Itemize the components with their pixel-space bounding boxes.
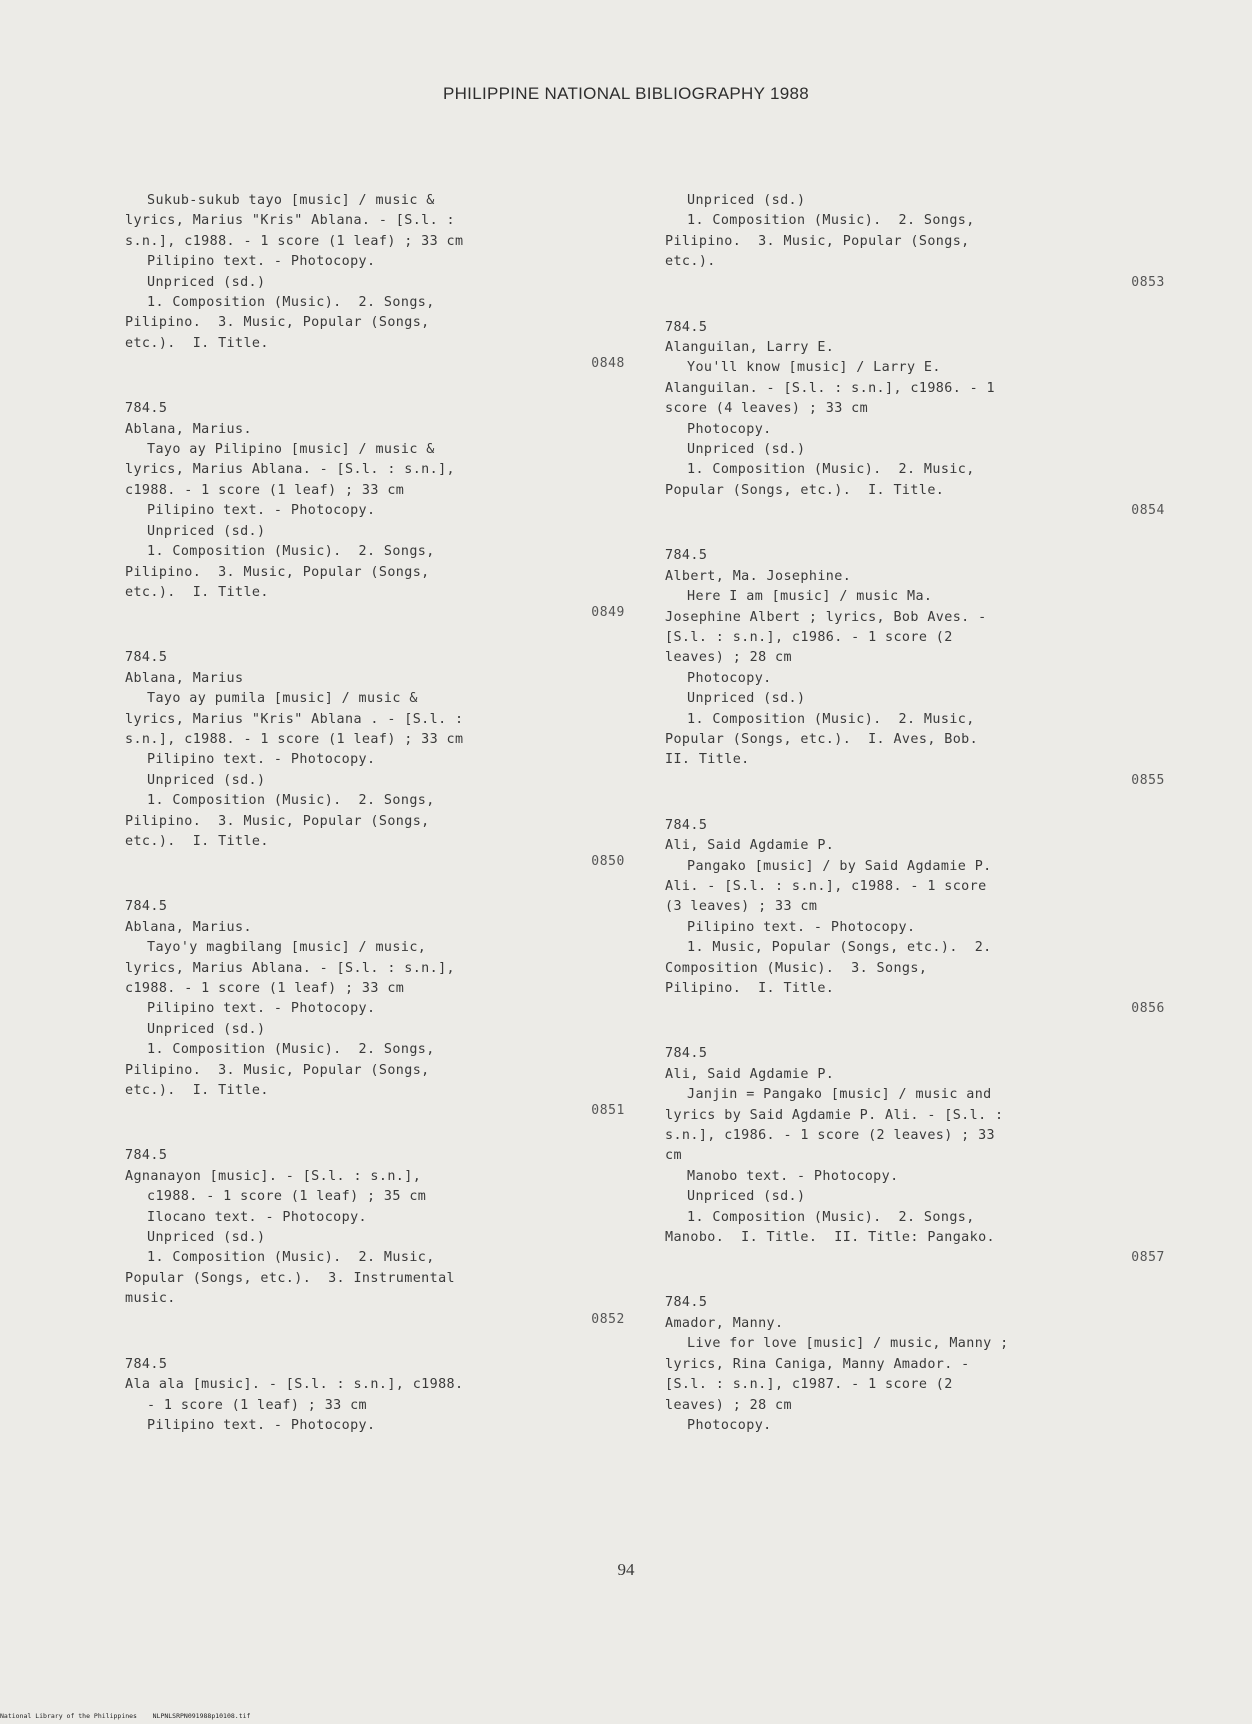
entry-line: 784.5	[125, 1148, 168, 1164]
entry-line: Pilipino. 3. Music, Popular (Songs,	[125, 564, 430, 580]
entry-line: s.n.], c1986. - 1 score (2 leaves) ; 33	[665, 1128, 996, 1144]
page-number: 94	[617, 1560, 635, 1579]
entry-line: Popular (Songs, etc.). 3. Instrumental	[125, 1270, 456, 1286]
entry-line: lyrics, Marius Ablana. - [S.l. : s.n.],	[125, 960, 456, 976]
left-column	[125, 191, 625, 1461]
entry-line: Pilipino. I. Title.	[665, 981, 835, 996]
entry-line: Live for love [music] / music, Manny ;	[687, 1336, 1009, 1352]
entry-line: 1. Composition (Music). 2. Songs,	[147, 544, 435, 560]
entry-number: 0857	[1131, 1250, 1165, 1266]
bibliography-entry	[665, 1044, 1165, 1268]
entry-line: Agnanayon [music]. - [S.l. : s.n.],	[125, 1168, 422, 1184]
entry-line: lyrics, Marius "Kris" Ablana . - [S.l. :	[125, 711, 464, 727]
entry-line: Sukub-sukub tayo [music] / music &	[147, 193, 435, 208]
entry-line: c1988. - 1 score (1 leaf) ; 33 cm	[125, 981, 405, 996]
entry-line: c1988. - 1 score (1 leaf) ; 35 cm	[147, 1189, 427, 1205]
entry-line: Pilipino text. - Photocopy.	[147, 503, 376, 519]
bibliography-entry	[665, 318, 1165, 522]
entry-line: Unpriced (sd.)	[687, 442, 806, 458]
bibliography-entry	[125, 648, 625, 872]
entry-number: 0856	[1131, 1001, 1165, 1017]
entry-line: Pilipino text. - Photocopy.	[687, 919, 916, 935]
entry-line: Photocopy.	[687, 670, 772, 686]
entry-line: Unpriced (sd.)	[147, 523, 266, 539]
entry-line: Pangako [music] / by Said Agdamie P.	[687, 858, 992, 874]
entry-line: (3 leaves) ; 33 cm	[665, 899, 818, 915]
entry-line: c1988. - 1 score (1 leaf) ; 33 cm	[125, 482, 405, 498]
entry-line: etc.). I. Title.	[125, 833, 269, 849]
entry-line: Unpriced (sd.)	[147, 274, 266, 290]
entry-number: 0849	[591, 605, 625, 621]
entry-line: 784.5	[665, 1295, 708, 1311]
entry-number: 0851	[591, 1103, 625, 1119]
entry-line: 784.5	[125, 899, 168, 915]
entry-line: etc.). I. Title.	[125, 335, 269, 351]
entry-line: Pilipino text. - Photocopy.	[147, 1417, 376, 1433]
entry-line: 1. Composition (Music). 2. Songs,	[687, 213, 975, 229]
entry-line: Pilipino. 3. Music, Popular (Songs,	[125, 813, 430, 829]
entry-line: Pilipino. 3. Music, Popular (Songs,	[125, 315, 430, 331]
entry-line: leaves) ; 28 cm	[665, 1397, 792, 1413]
entry-number: 0850	[591, 854, 625, 870]
entry-line: Pilipino text. - Photocopy.	[147, 1001, 376, 1017]
entry-line: Unpriced (sd.)	[147, 1021, 266, 1037]
entry-line: 784.5	[665, 548, 708, 564]
entry-line: Unpriced (sd.)	[687, 1189, 806, 1205]
entry-line: Unpriced (sd.)	[687, 691, 806, 707]
entry-line: Unpriced (sd.)	[147, 1230, 266, 1246]
entry-line: 784.5	[125, 401, 168, 417]
entry-line: 1. Composition (Music). 2. Music,	[147, 1250, 435, 1266]
entry-line: Pilipino. 3. Music, Popular (Songs,	[125, 1062, 430, 1078]
entry-number: 0852	[591, 1311, 625, 1327]
entry-line: 784.5	[665, 319, 708, 335]
bibliography-entry	[665, 191, 1165, 293]
entry-line: Here I am [music] / music Ma.	[687, 589, 933, 605]
entry-line: Ablana, Marius.	[125, 919, 252, 935]
entry-number: 0848	[591, 356, 625, 372]
entry-line: Unpriced (sd.)	[687, 193, 806, 208]
scan-footer: National Library of the Philippines NLPNLSRPN091988p10108.tif	[0, 1712, 251, 1720]
bibliography-entry	[665, 1293, 1165, 1436]
entry-line: Unpriced (sd.)	[147, 772, 266, 788]
entry-line: Pilipino text. - Photocopy.	[147, 752, 376, 768]
page-title: PHILIPPINE NATIONAL BIBLIOGRAPHY 1988	[442, 84, 810, 103]
entry-line: 1. Composition (Music). 2. Songs,	[147, 295, 435, 311]
entry-line: lyrics, Marius "Kris" Ablana. - [S.l. :	[125, 213, 456, 229]
entry-number: 0855	[1131, 772, 1165, 788]
entry-line: You'll know [music] / Larry E.	[687, 360, 941, 376]
entry-line: Ali, Said Agdamie P.	[665, 838, 835, 854]
entry-line: 784.5	[665, 1046, 708, 1062]
entry-line: leaves) ; 28 cm	[665, 650, 792, 666]
entry-line: Popular (Songs, etc.). I. Aves, Bob.	[665, 731, 979, 747]
entry-line: etc.).	[665, 254, 716, 270]
entry-line: 1. Composition (Music). 2. Songs,	[147, 793, 435, 809]
entry-number: 0853	[1131, 274, 1165, 290]
entry-line: cm	[665, 1148, 682, 1164]
entry-line: [S.l. : s.n.], c1987. - 1 score (2	[665, 1377, 953, 1393]
bibliography-entry	[125, 399, 625, 623]
entry-number: 0854	[1131, 503, 1165, 519]
entry-line: Tayo ay Pilipino [music] / music &	[147, 442, 435, 458]
entry-line: - 1 score (1 leaf) ; 33 cm	[147, 1397, 368, 1413]
entry-line: etc.). I. Title.	[125, 584, 269, 600]
entry-line: 1. Composition (Music). 2. Songs,	[687, 1209, 975, 1225]
entry-line: Tayo'y magbilang [music] / music,	[147, 940, 427, 956]
entry-line: score (4 leaves) ; 33 cm	[665, 401, 869, 417]
bibliography-entry	[665, 546, 1165, 790]
entry-line: Popular (Songs, etc.). I. Title.	[665, 482, 945, 498]
entry-line: Ali, Said Agdamie P.	[665, 1066, 835, 1082]
bibliography-entry	[665, 816, 1165, 1020]
entry-line: Ablana, Marius.	[125, 421, 252, 437]
entry-line: lyrics by Said Agdamie P. Ali. - [S.l. :	[665, 1107, 1004, 1123]
entry-line: Ilocano text. - Photocopy.	[147, 1209, 368, 1225]
entry-line: s.n.], c1988. - 1 score (1 leaf) ; 33 cm	[125, 731, 464, 747]
entry-line: 1. Composition (Music). 2. Music,	[687, 462, 975, 478]
entry-line: Albert, Ma. Josephine.	[665, 568, 852, 584]
entry-line: Amador, Manny.	[665, 1315, 784, 1331]
entry-line: Pilipino text. - Photocopy.	[147, 254, 376, 270]
entry-line: Photocopy.	[687, 421, 772, 437]
entry-line: Composition (Music). 3. Songs,	[665, 960, 928, 976]
bibliography-entry	[125, 1146, 625, 1329]
entry-line: Ablana, Marius	[125, 670, 244, 686]
entry-line: lyrics, Rina Caniga, Manny Amador. -	[665, 1356, 970, 1372]
entry-line: 784.5	[125, 650, 168, 666]
entry-line: Alanguilan, Larry E.	[665, 340, 835, 356]
entry-line: music.	[125, 1291, 176, 1307]
entry-line: s.n.], c1988. - 1 score (1 leaf) ; 33 cm	[125, 233, 464, 249]
entry-line: Ala ala [music]. - [S.l. : s.n.], c1988.	[125, 1377, 464, 1393]
bibliography-entry	[125, 191, 625, 374]
entry-line: Manobo. I. Title. II. Title: Pangako.	[665, 1230, 996, 1246]
bibliography-entry	[125, 897, 625, 1121]
entry-line: Pilipino. 3. Music, Popular (Songs,	[665, 233, 970, 249]
entry-line: Tayo ay pumila [music] / music &	[147, 691, 418, 707]
bibliography-entry	[125, 1355, 625, 1437]
entry-line: lyrics, Marius Ablana. - [S.l. : s.n.],	[125, 462, 456, 478]
entry-line: 784.5	[665, 817, 708, 833]
entry-line: Alanguilan. - [S.l. : s.n.], c1986. - 1	[665, 380, 996, 396]
entry-line: 1. Composition (Music). 2. Songs,	[147, 1042, 435, 1058]
entry-line: Manobo text. - Photocopy.	[687, 1168, 899, 1184]
entry-line: Josephine Albert ; lyrics, Bob Aves. -	[665, 609, 987, 625]
entry-line: II. Title.	[665, 752, 750, 768]
entry-line: 784.5	[125, 1356, 168, 1372]
entry-line: 1. Music, Popular (Songs, etc.). 2.	[687, 940, 992, 956]
entry-line: 1. Composition (Music). 2. Music,	[687, 711, 975, 727]
entry-line: Ali. - [S.l. : s.n.], c1988. - 1 score	[665, 878, 987, 894]
entry-line: Photocopy.	[687, 1417, 772, 1433]
right-column	[665, 191, 1165, 1461]
entry-line: [S.l. : s.n.], c1986. - 1 score (2	[665, 629, 953, 645]
entry-line: Janjin = Pangako [music] / music and	[687, 1087, 992, 1103]
entry-line: etc.). I. Title.	[125, 1083, 269, 1099]
